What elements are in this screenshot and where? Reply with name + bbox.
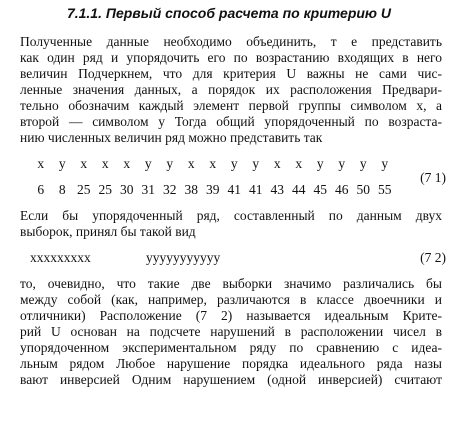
sequence-value: 43 xyxy=(270,182,284,197)
paragraph1-line: ленные значения данных, а порядок их расположения Предвари- xyxy=(20,82,442,97)
sequence-letter: y xyxy=(58,156,66,171)
paragraph1-line: величин Подчеркнем, что для критерия U важны не сами чис- xyxy=(20,66,442,81)
paragraph1-line: как один ряд и упорядочить его по возрастанию входящих в него xyxy=(20,50,442,65)
paragraph1-line: нию численных величин ряд можно представить так xyxy=(20,130,323,145)
sequence-letter: x xyxy=(295,156,303,171)
section-heading: 7.1.1. Первый способ расчета по критерию U xyxy=(66,5,392,21)
sequence-letter: y xyxy=(338,156,346,171)
sequence-value: 41 xyxy=(249,182,263,197)
sequence-value: 39 xyxy=(206,182,220,197)
sequence-letter: x xyxy=(80,156,88,171)
ideal-x-sequence: xxxxxxxxx xyxy=(30,250,91,265)
sequence-letter: y xyxy=(166,156,174,171)
sequence-value: 50 xyxy=(356,182,370,197)
sequence-letter: y xyxy=(316,156,324,171)
sequence-value: 8 xyxy=(58,182,66,197)
sequence-letter: y xyxy=(230,156,238,171)
sequence-letter: y xyxy=(381,156,389,171)
sequence-value: 44 xyxy=(292,182,306,197)
sequence-values-row xyxy=(30,182,396,198)
paragraph3-line: льным рядом Любое нарушение порядка идеального ряда назы xyxy=(20,356,442,371)
sequence-value: 25 xyxy=(77,182,91,197)
paragraph2-line: выборок, принял бы такой вид xyxy=(20,224,196,239)
paragraph1-line: Полученные данные необходимо объединить, т е представить xyxy=(20,34,442,49)
equation-number-7-1: (7 1) xyxy=(420,170,446,185)
sequence-letter: x xyxy=(187,156,195,171)
paragraph1-line: тельно обозначим каждый элемент первой группы символом x, а xyxy=(20,98,442,113)
sequence-letter: x xyxy=(37,156,45,171)
sequence-letter: x xyxy=(101,156,109,171)
sequence-letter: x xyxy=(273,156,281,171)
sequence-letter: y xyxy=(144,156,152,171)
sequence-letter: y xyxy=(359,156,367,171)
sequence-letter: y xyxy=(252,156,260,171)
equation-number-7-2: (7 2) xyxy=(420,250,446,265)
paragraph3-line: рий U основан на подсчете нарушений в расположении чисел в xyxy=(20,324,442,339)
sequence-letters-row xyxy=(30,156,396,172)
sequence-value: 25 xyxy=(98,182,112,197)
sequence-value: 46 xyxy=(335,182,349,197)
sequence-value: 45 xyxy=(313,182,327,197)
sequence-value: 30 xyxy=(120,182,134,197)
sequence-value: 38 xyxy=(184,182,198,197)
sequence-value: 6 xyxy=(37,182,45,197)
paragraph3-line: то, очевидно, что такие две выборки значимо различались бы xyxy=(20,276,442,291)
paragraph3-line: отличники) Расположение (7 2) называется идеальным Крите- xyxy=(20,308,442,323)
paragraph3-line: между собой (как, например, различаются в классе двоечники и xyxy=(20,292,442,307)
paragraph3-line: вают инверсией Одним нарушением (одной инверсией) считают xyxy=(20,372,442,387)
paragraph1-line: второй — символом y Тогда общий упорядоченный по возраста- xyxy=(20,114,442,129)
sequence-value: 55 xyxy=(378,182,392,197)
sequence-letter: x xyxy=(123,156,131,171)
paragraph3-line: упорядоченном экспериментальном ряду по сравнению с идеа- xyxy=(20,340,442,355)
ideal-y-sequence: yyyyyyyyyyy xyxy=(146,250,221,265)
sequence-value: 32 xyxy=(163,182,177,197)
sequence-value: 31 xyxy=(141,182,155,197)
sequence-letter: x xyxy=(209,156,217,171)
paragraph2-line: Если бы упорядоченный ряд, составленный по данным двух xyxy=(20,208,442,223)
sequence-value: 41 xyxy=(227,182,241,197)
